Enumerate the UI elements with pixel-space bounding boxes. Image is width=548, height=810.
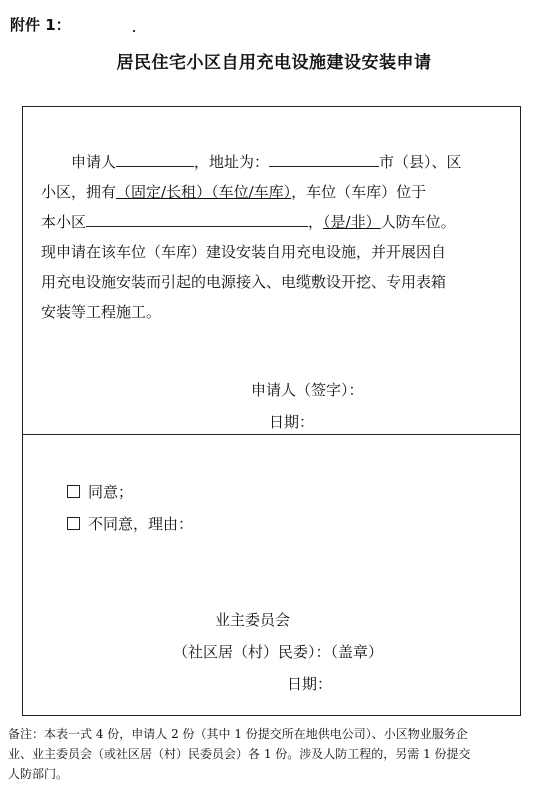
city-blank[interactable] [269,150,379,167]
checkbox-icon[interactable] [67,485,80,498]
checkbox-icon[interactable] [67,517,80,530]
agree-label: 同意； [88,483,134,501]
disagree-label: 不同意，理由： [88,515,194,533]
attachment-label: 附件 1： [10,16,71,34]
application-paragraph [41,147,503,327]
address-label: ，地址为： [194,153,270,171]
civil-defense-options[interactable]: （是/非） [323,213,381,231]
disagree-option[interactable] [67,513,193,534]
ownership-label: 小区，拥有 [41,183,117,201]
ownership-options[interactable]: （固定/长租）（车位/车库） [116,183,292,201]
stray-mark [133,30,135,32]
application-line-4: 现申请在该车位（车库）建设安装自用充电设施，并开展因自 [41,243,447,261]
comma: ， [308,213,324,231]
applicant-name-blank[interactable] [116,150,194,167]
application-line-3 [41,207,503,237]
committee-date-label: 日期： [287,675,333,693]
community-label: 本小区 [41,213,87,231]
remark-line-3: 人防部门。 [8,767,69,781]
page-title: 居民住宅小区自用充电设施建设安装申请 [116,53,432,73]
applicant-label: 申请人 [71,153,117,171]
remark-line-1: 备注：本表一式 4 份，申请人 2 份（其中 1 份提交所在地供电公司）、小区物业服务企 [8,727,468,741]
civil-defense-label: 人防车位。 [380,213,456,231]
section-divider [23,434,520,435]
application-form [22,106,521,716]
city-county-label: 市（县）、区 [379,153,462,171]
application-line-2 [41,177,503,207]
applicant-signature-label: 申请人（签字）： [251,381,364,399]
remark-line-2: 业、业主委员会（或社区居（村）民委员会）各 1 份。涉及人防工程的，另需 1 份提交 [8,747,471,761]
application-line-1 [41,147,503,177]
committee-label: 业主委员会 [215,611,291,629]
application-line-5: 用充电设施安装而引起的电源接入、电缆敷设开挖、专用表箱 [41,273,447,291]
parking-location-blank[interactable] [86,210,308,227]
remark-note [8,724,542,784]
agree-option[interactable] [67,481,133,502]
applicant-date-label: 日期： [269,413,315,431]
application-line-6: 安装等工程施工。 [41,303,162,321]
committee-seal-label: （社区居（村）民委）：（盖章） [173,643,384,661]
location-label: ，车位（车库）位于 [291,183,427,201]
